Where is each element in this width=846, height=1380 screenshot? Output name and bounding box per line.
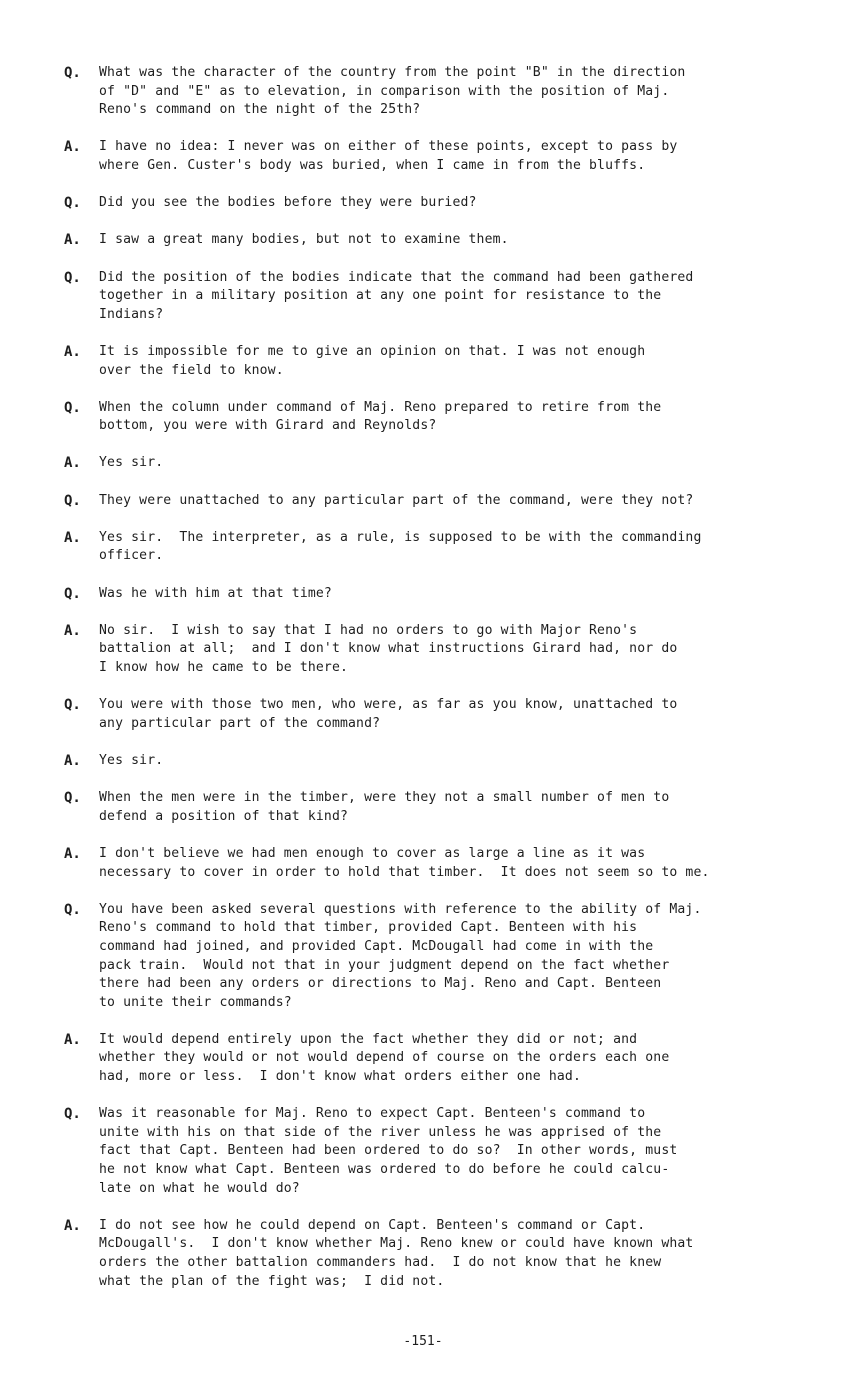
answer-entry xyxy=(64,845,824,882)
entry-label: Q. xyxy=(64,790,81,807)
entry-text: Yes sir. xyxy=(99,455,164,471)
entry-text: Yes sir. xyxy=(99,752,164,768)
entry-label: Q. xyxy=(64,492,81,509)
entry-text: Did you see the bodies before they were buried? xyxy=(99,195,477,211)
entry-text: I don't believe we had men enough to cover as large a line as it was necessary to cover in order to hold that timber. It does not seem so to me. xyxy=(99,845,710,880)
entry-label: Q. xyxy=(64,195,81,212)
question-entry xyxy=(64,64,824,120)
answer-entry xyxy=(64,1217,824,1291)
entry-label: Q. xyxy=(64,901,81,918)
entry-label: A. xyxy=(64,232,81,249)
entry-label: A. xyxy=(64,845,81,862)
entry-text: When the column under command of Maj. Reno prepared to retire from the bottom, you were with Girard and Reynolds? xyxy=(99,399,662,434)
question-entry xyxy=(64,901,824,1013)
entry-label: A. xyxy=(64,1217,81,1234)
entry-text: No sir. I wish to say that I had no orders to go with Major Reno's battalion at all; and I don't know what instructions Girard had, nor do I know how he came to be there. xyxy=(99,622,678,675)
entry-text: Was he with him at that time? xyxy=(99,585,332,601)
entry-label: Q. xyxy=(64,585,81,602)
entry-text: You have been asked several questions with reference to the ability of Maj. Reno's command to hold that timber, provided Capt. Benteen with his command had joined, and provided Capt. McDougall had come in with the pack train. Would not that in your judgment depend on the fact whether there had been any orders or directions to Maj. Reno and Capt. Benteen to unite their commands? xyxy=(99,901,702,1010)
entry-text: I do not see how he could depend on Capt. Benteen's command or Capt. McDougall's. I don't know whether Maj. Reno knew or could have known what orders the other battalion commanders had. I do not know that he knew what the plan of the fight was; I did not. xyxy=(99,1217,694,1289)
entry-label: Q. xyxy=(64,65,81,81)
answer-entry xyxy=(64,529,824,566)
answer-entry xyxy=(64,454,824,473)
question-entry xyxy=(64,1105,824,1198)
entry-text: I have no idea: I never was on either of these points, except to pass by where Gen. Custer's body was buried, when I came in from the bluffs. xyxy=(99,139,678,173)
entry-text: When the men were in the timber, were they not a small number of men to defend a position of that kind? xyxy=(99,790,670,824)
entry-label: Q. xyxy=(64,269,81,286)
answer-entry xyxy=(64,343,824,380)
entry-label: A. xyxy=(64,343,81,360)
answer-entry xyxy=(64,622,824,678)
entry-text: I saw a great many bodies, but not to examine them. xyxy=(99,232,509,248)
answer-entry xyxy=(64,752,824,771)
entry-label: A. xyxy=(64,455,81,472)
entry-label: A. xyxy=(64,622,81,639)
question-entry xyxy=(64,789,824,826)
entry-text: Did the position of the bodies indicate that the command had been gathered together in a military position at any one point for resistance to the Indians? xyxy=(99,269,694,322)
answer-entry xyxy=(64,138,824,175)
question-entry xyxy=(64,194,824,213)
entry-text: They were unattached to any particular part of the command, were they not? xyxy=(99,492,694,508)
answer-entry xyxy=(64,1031,824,1087)
entry-text: Yes sir. The interpreter, as a rule, is supposed to be with the commanding officer. xyxy=(99,529,702,564)
question-entry xyxy=(64,269,824,325)
answer-entry xyxy=(64,231,824,250)
entry-text: It would depend entirely upon the fact whether they did or not; and whether they would or not would depend of course on the orders each one had, more or less. I don't know what orders either one had. xyxy=(99,1031,670,1085)
entry-text: You were with those two men, who were, as far as you know, unattached to any particular part of the command? xyxy=(99,697,678,731)
entry-label: A. xyxy=(64,529,81,546)
entry-label: Q. xyxy=(64,697,81,714)
entry-label: A. xyxy=(64,752,81,769)
entry-label: A. xyxy=(64,139,81,156)
entry-text: What was the character of the country from the point "B" in the direction of "D" and "E" as to elevation, in comparison with the position of Maj. Reno's command on the night of the 25th? xyxy=(99,65,686,118)
question-entry xyxy=(64,696,824,733)
page-number: -151- xyxy=(403,1334,443,1349)
question-entry xyxy=(64,399,824,436)
testimony-list xyxy=(64,64,824,1310)
entry-label: A. xyxy=(64,1031,81,1048)
entry-label: Q. xyxy=(64,1106,81,1123)
entry-text: Was it reasonable for Maj. Reno to expect Capt. Benteen's command to unite with his on that side of the river unless he was apprised of the fact that Capt. Benteen had been ordered to do so? In other words, must he not know what Capt. Benteen was ordered to do before he could calcu- late on what he would do? xyxy=(99,1106,678,1196)
question-entry xyxy=(64,492,824,511)
entry-text: It is impossible for me to give an opinion on that. I was not enough over the field to know. xyxy=(99,343,646,378)
entry-label: Q. xyxy=(64,399,81,416)
question-entry xyxy=(64,585,824,604)
